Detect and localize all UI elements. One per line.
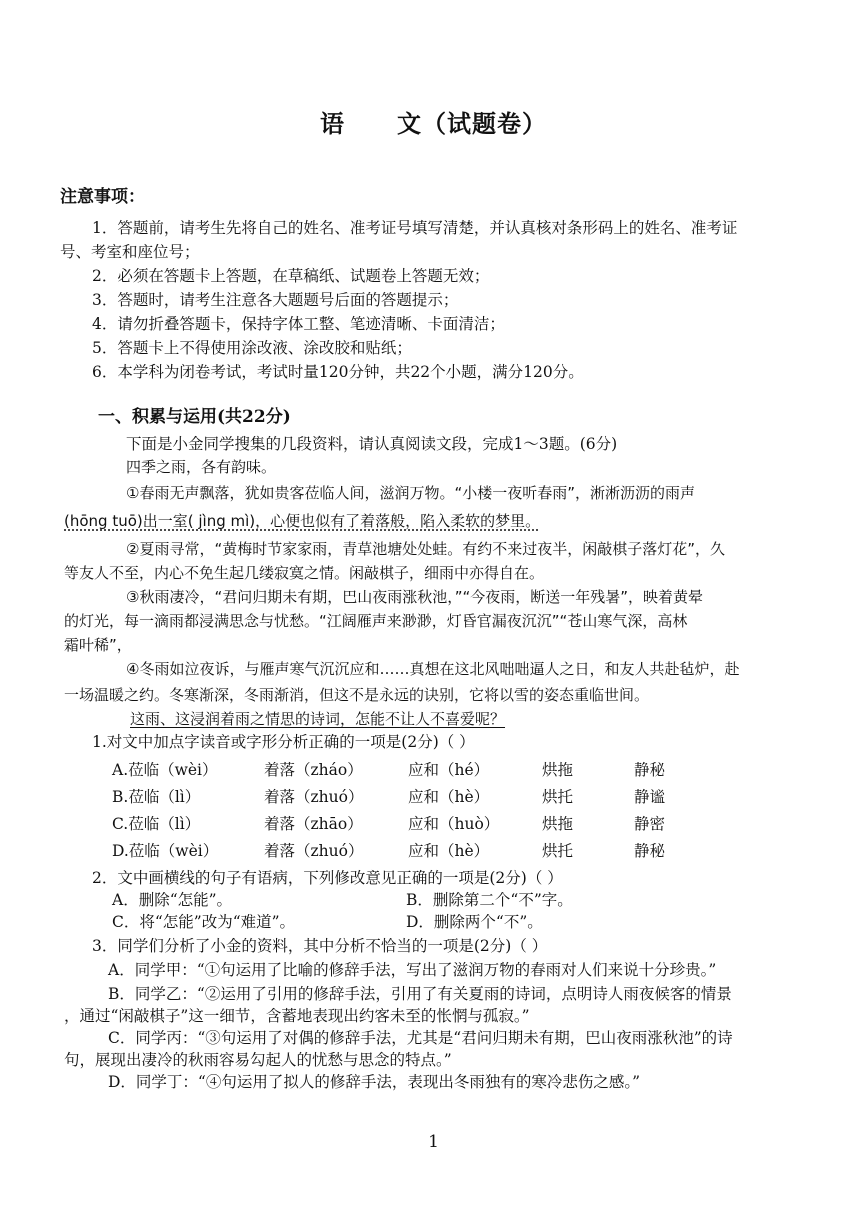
q2-option-b: B．删除第二个“不”字。 (406, 891, 573, 909)
q1-c-col3: 应和（huò） (408, 815, 500, 833)
notice-item-5: 5．答题卡上不得使用涂改液、涂改胶和贴纸； (92, 339, 412, 357)
underlined-sentence: 这雨、这浸润着雨之情思的诗词，怎能不让人不喜爱呢？ (130, 710, 506, 728)
passage-line: ②夏雨寻常，“黄梅时节家家雨，青草池塘处处蛙。有约不来过夜半，闲敲棋子落灯花”，久 (126, 540, 725, 558)
notice-item-4: 4．请勿折叠答题卡，保持字体工整、笔迹清晰、卡面清洁； (92, 315, 505, 333)
passage-line: ④冬雨如泣夜诉，与雁声寒气沉沉应和……真想在这北风咄咄逼人之日，和友人共赴毡炉，赴 (126, 660, 740, 678)
passage-line: 一场温暖之约。冬寒渐深，冬雨渐消，但这不是永远的诀别，它将以雪的姿态重临世间。 (64, 686, 650, 704)
q1-d-col5: 静秘 (634, 842, 666, 860)
q1-b-col3: 应和（hè） (408, 788, 490, 806)
passage-line: ①春雨无声飘落，犹如贵客莅临人间，滋润万物。“小楼一夜听春雨”，淅淅沥沥的雨声 (126, 484, 695, 502)
notice-item-2: 2．必须在答题卡上答题，在草稿纸、试题卷上答题无效； (92, 267, 490, 285)
q1-c-col5: 静密 (634, 815, 666, 833)
section-intro: 下面是小金同学搜集的几段资料，请认真阅读文段，完成1～3题。(6分) (126, 435, 618, 453)
notice-heading: 注意事项： (60, 187, 145, 207)
notice-item-3: 3．答题时，请考生注意各大题题号后面的答题提示； (92, 291, 459, 309)
q1-b-col1: B.莅临（lì） (112, 788, 201, 806)
passage-line: 等友人不至，内心不免生起几缕寂寞之情。闲敲棋子，细雨中亦得自在。 (64, 564, 545, 582)
notice-item-1: 1．答题前，请考生先将自己的姓名、准考证号填写清楚，并认真核对条形码上的姓名、准考证 (92, 219, 738, 237)
q1-c-col2: 着落（zhāo） (264, 815, 363, 833)
q2-stem: 2．文中画横线的句子有语病，下列修改意见正确的一项是(2分)（ ） (92, 869, 563, 887)
q1-stem: 1.对文中加点字读音或字形分析正确的一项是(2分)（ ） (92, 733, 475, 751)
q1-a-col2: 着落（zháo） (264, 761, 363, 779)
section-heading: 一、积累与运用(共22分) (98, 407, 291, 427)
q1-d-col1: D.莅临（wèi） (112, 842, 219, 860)
notice-item-1-cont: 号、考室和座位号； (60, 243, 200, 261)
passage-line: ③秋雨凄冷，“君问归期未有期，巴山夜雨涨秋池，”“今夜雨，断送一年残暑”，映着黄晕 (126, 588, 704, 606)
notice-item-6: 6．本学科为闭卷考试，考试时量120分钟，共22个小题，满分120分。 (92, 363, 584, 381)
q1-a-col5: 静秘 (634, 761, 666, 779)
passage-line: 的灯光，每一滴雨都浸满思念与忧愁。“江阔雁声来渺渺，灯昏官漏夜沉沉”“苍山寒气深，高林 (64, 612, 688, 630)
q1-d-col4: 烘托 (542, 842, 574, 860)
q1-d-col3: 应和（hè） (408, 842, 490, 860)
q1-b-col2: 着落（zhuó） (264, 788, 364, 806)
page-number: 1 (428, 1132, 439, 1152)
passage-line: 四季之雨，各有韵味。 (126, 458, 277, 476)
passage-line: 霜叶稀”， (64, 636, 132, 654)
q1-a-col3: 应和（hé） (408, 761, 490, 779)
q3-option-c-cont: 句，展现出凄冷的秋雨容易勾起人的忧愁与思念的特点。” (64, 1051, 452, 1069)
page-title (0, 104, 867, 139)
q3-option-b-cont: ，通过“闲敲棋子”这一细节，含蓄地表现出约客未至的怅惘与孤寂。” (64, 1007, 530, 1025)
q3-option-b: B．同学乙：“②运用了引用的修辞手法，引用了有关夏雨的诗词，点明诗人雨夜候客的情景 (108, 985, 732, 1003)
title-right: 文（试题卷） (397, 109, 547, 138)
q2-option-d: D．删除两个“不”。 (406, 913, 543, 931)
q1-c-col1: C.莅临（lì） (112, 815, 201, 833)
q1-b-col4: 烘托 (542, 788, 574, 806)
q3-stem: 3．同学们分析了小金的资料，其中分析不恰当的一项是(2分)（ ） (92, 937, 548, 955)
q3-option-a: A．同学甲：“①句运用了比喻的修辞手法，写出了滋润万物的春雨对人们来说十分珍贵。” (108, 961, 717, 979)
q1-a-col4: 烘拖 (542, 761, 574, 779)
q3-option-c: C．同学丙：“③句运用了对偶的修辞手法，尤其是“君问归期未有期，巴山夜雨涨秋池”的诗 (108, 1029, 733, 1047)
q1-c-col4: 烘拖 (542, 815, 574, 833)
q2-option-c: C．将“怎能”改为“难道”。 (112, 913, 296, 931)
title-left: 语 (320, 109, 345, 138)
q3-option-d: D．同学丁：“④句运用了拟人的修辞手法，表现出冬雨独有的寒冷悲伤之感。” (108, 1073, 641, 1091)
q1-d-col2: 着落（zhuó） (264, 842, 364, 860)
q1-a-col1: A.莅临（wèi） (112, 761, 218, 779)
q1-b-col5: 静谧 (634, 788, 666, 806)
passage-line: (hōng tuō)出一室( jìng mì)，心便也似有了着落般，陷入柔软的梦里。 (64, 512, 541, 530)
q2-option-a: A．删除“怎能”。 (112, 891, 233, 909)
